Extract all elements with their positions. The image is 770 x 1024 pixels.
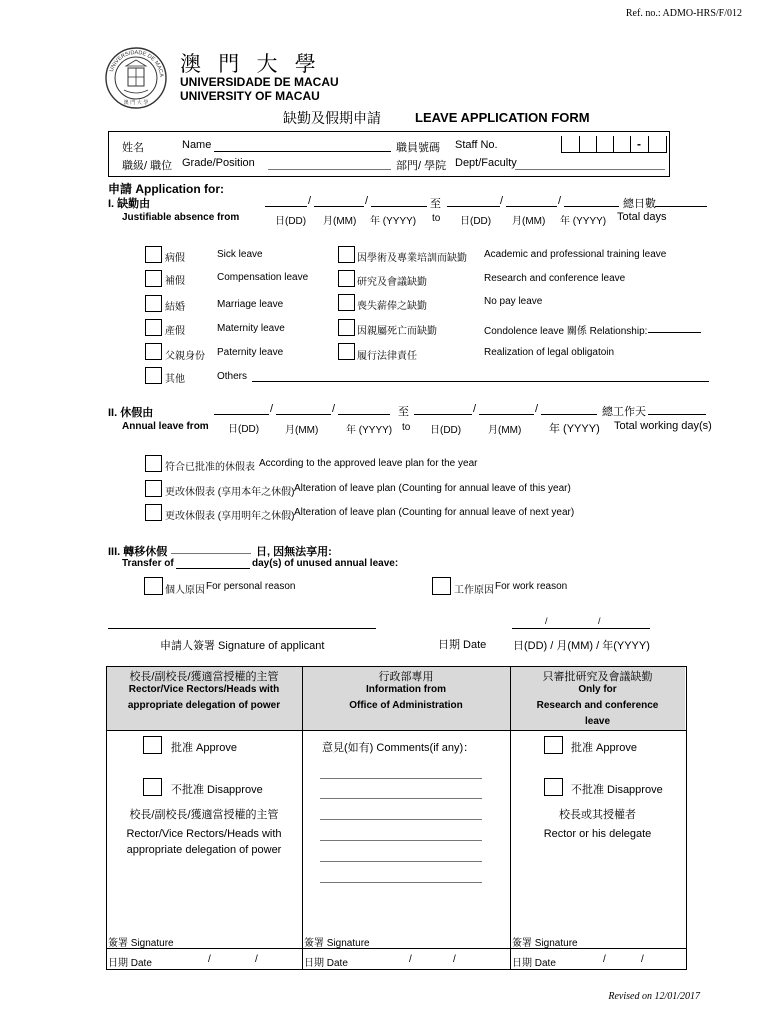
dept-field[interactable] bbox=[515, 169, 665, 170]
name-label-zh: 姓名 bbox=[122, 142, 144, 154]
maternity-leave-en: Maternity leave bbox=[217, 323, 285, 334]
col3-disapprove-label: 不批准 Disapprove bbox=[571, 784, 663, 796]
s2-from-dd-field[interactable] bbox=[214, 414, 269, 415]
col3-signature-label: 簽署 Signature bbox=[512, 938, 578, 949]
compensation-leave-zh: 補假 bbox=[165, 276, 185, 287]
maternity-leave-zh: 產假 bbox=[165, 326, 185, 337]
application-for-heading: 申請 Application for: bbox=[108, 182, 224, 196]
s1-slash-3: / bbox=[500, 195, 504, 207]
academic-training-leave-checkbox[interactable] bbox=[338, 246, 355, 263]
s2-mm2-label: 月(MM) bbox=[488, 425, 522, 436]
col1-header-zh: 校長/副校長/獲適當授權的主管 bbox=[129, 671, 279, 683]
s2-to-zh: 至 bbox=[398, 406, 409, 418]
col1-disapprove-label: 不批准 Disapprove bbox=[171, 784, 263, 796]
grade-label-en: Grade/Position bbox=[182, 157, 255, 169]
applicant-date-format: 日(DD) / 月(MM) / 年(YYYY) bbox=[513, 640, 650, 652]
sick-leave-en: Sick leave bbox=[217, 249, 263, 260]
s2-slash-1: / bbox=[270, 403, 274, 415]
comments-line-4[interactable] bbox=[320, 840, 482, 841]
staff-no-dash: - bbox=[637, 137, 641, 151]
comments-line-6[interactable] bbox=[320, 882, 482, 883]
s2-to-en: to bbox=[402, 422, 411, 433]
applicant-date-field[interactable] bbox=[512, 628, 650, 629]
col1-approve-checkbox[interactable] bbox=[143, 736, 162, 754]
alteration-this-year-zh: 更改休假表 (享用本年之休假) bbox=[165, 487, 295, 498]
s2-to-mm-field[interactable] bbox=[479, 414, 534, 415]
s2-to-yyyy-field[interactable] bbox=[541, 414, 597, 415]
condolence-leave-zh: 因親屬死亡而缺勤 bbox=[357, 326, 437, 337]
s1-mm-label: 月(MM) bbox=[323, 216, 357, 227]
work-reason-zh: 工作原因 bbox=[454, 585, 494, 596]
s2-from-yyyy-field[interactable] bbox=[338, 414, 390, 415]
no-pay-leave-checkbox[interactable] bbox=[338, 294, 355, 311]
s2-dd2-label: 日(DD) bbox=[430, 425, 462, 436]
academic-training-leave-en: Academic and professional training leave bbox=[484, 249, 667, 260]
sick-leave-zh: 病假 bbox=[165, 253, 185, 264]
col1-header-en-2: appropriate delegation of power bbox=[127, 700, 281, 711]
col2-header-en-2: Office of Administration bbox=[349, 700, 463, 711]
s1-to-mm-field[interactable] bbox=[506, 206, 557, 207]
comments-label: 意見(如有) Comments(if any)： bbox=[322, 742, 475, 754]
paternity-leave-checkbox[interactable] bbox=[145, 343, 162, 360]
university-english-name: UNIVERSITY OF MACAU bbox=[180, 89, 320, 103]
comments-line-3[interactable] bbox=[320, 819, 482, 820]
alteration-next-year-en: Alteration of leave plan (Counting for annual leave of next year) bbox=[294, 507, 575, 518]
no-pay-leave-zh: 喪失薪俸之缺勤 bbox=[357, 301, 427, 312]
legal-obligation-leave-zh: 履行法律責任 bbox=[357, 351, 417, 362]
other-leave-field[interactable] bbox=[252, 381, 709, 382]
s2-total-en: Total working day(s) bbox=[614, 420, 712, 432]
col3-date-slash-1: / bbox=[603, 954, 606, 965]
applicant-date-slash-2: / bbox=[598, 616, 601, 626]
applicant-date-slash-1: / bbox=[545, 616, 548, 626]
s2-yyyy2-label: 年 (YYYY) bbox=[549, 423, 600, 435]
section1-heading: I. 缺勤由 bbox=[108, 198, 151, 210]
col3-date-slash-2: / bbox=[641, 954, 644, 965]
staff-no-boxes[interactable] bbox=[561, 136, 667, 153]
col1-disapprove-checkbox[interactable] bbox=[143, 778, 162, 796]
s2-to-dd-field[interactable] bbox=[414, 414, 472, 415]
reference-number: Ref. no.: ADMO-HRS/F/012 bbox=[625, 8, 742, 19]
alteration-next-year-zh: 更改休假表 (享用明年之休假) bbox=[165, 511, 295, 522]
s1-dd-label: 日(DD) bbox=[275, 216, 307, 227]
applicant-date-label: 日期 Date bbox=[438, 639, 487, 651]
s1-from-mm-field[interactable] bbox=[314, 206, 364, 207]
personal-reason-en: For personal reason bbox=[206, 581, 296, 592]
university-chinese-name: 澳 門 大 學 bbox=[180, 52, 322, 76]
col1-header-en-1: Rector/Vice Rectors/Heads with bbox=[128, 684, 280, 695]
other-leave-zh: 其他 bbox=[165, 374, 185, 385]
research-conference-leave-checkbox[interactable] bbox=[338, 270, 355, 287]
approved-plan-en: According to the approved leave plan for the year bbox=[259, 458, 478, 469]
s1-yyyy-label: 年 (YYYY) bbox=[370, 216, 417, 227]
legal-obligation-leave-en: Realization of legal obligatoin bbox=[484, 347, 615, 358]
col3-approve-checkbox[interactable] bbox=[544, 736, 563, 754]
no-pay-leave-en: No pay leave bbox=[484, 296, 543, 307]
transfer-days-field-zh[interactable] bbox=[171, 553, 251, 554]
s1-to-yyyy-field[interactable] bbox=[564, 206, 619, 207]
name-label-en: Name bbox=[182, 139, 212, 151]
dept-label-zh: 部門/ 學院 bbox=[396, 160, 447, 172]
col1-signer-en-1: Rector/Vice Rectors/Heads with bbox=[126, 828, 282, 840]
academic-training-leave-zh: 因學術及專業培訓而缺勤 bbox=[357, 253, 467, 264]
relationship-field[interactable] bbox=[648, 332, 701, 333]
s2-mm-label: 月(MM) bbox=[285, 425, 319, 436]
col2-date-slash-2: / bbox=[453, 954, 456, 965]
col1-date-slash-1: / bbox=[208, 954, 211, 965]
s1-total-en: Total days bbox=[617, 211, 667, 223]
s2-total-zh: 總工作天 bbox=[602, 406, 646, 418]
seal-bottom-text: 澳 門 大 學 bbox=[123, 100, 149, 106]
s2-total-days-field[interactable] bbox=[648, 414, 706, 415]
section2-heading: II. 休假由 bbox=[108, 407, 154, 419]
personal-reason-checkbox[interactable] bbox=[144, 577, 163, 595]
comments-line-5[interactable] bbox=[320, 861, 482, 862]
approved-plan-checkbox[interactable] bbox=[145, 455, 162, 472]
form-title-en: LEAVE APPLICATION FORM bbox=[415, 110, 590, 125]
col2-date-label: 日期 Date bbox=[304, 958, 348, 969]
staff-no-label-zh: 職員號碼 bbox=[396, 142, 440, 154]
col1-date-slash-2: / bbox=[255, 954, 258, 965]
alteration-this-year-checkbox[interactable] bbox=[145, 480, 162, 497]
col1-signer-zh: 校長/副校長/獲適當授權的主管 bbox=[129, 809, 279, 821]
marriage-leave-zh: 結婚 bbox=[165, 302, 185, 313]
name-field[interactable] bbox=[214, 151, 391, 152]
section3-heading-post: 日, 因無法享用: bbox=[256, 546, 332, 558]
section3-sub-post: day(s) of unused annual leave: bbox=[252, 558, 399, 569]
s2-slash-2: / bbox=[332, 403, 336, 415]
s1-from-dd-field[interactable] bbox=[265, 206, 307, 207]
col1-date-label: 日期 Date bbox=[108, 958, 152, 969]
compensation-leave-en: Compensation leave bbox=[217, 272, 309, 283]
other-leave-en: Others bbox=[217, 371, 248, 382]
s1-slash-4: / bbox=[558, 195, 562, 207]
section1-subheading: Justifiable absence from bbox=[122, 212, 240, 223]
s2-slash-3: / bbox=[473, 403, 477, 415]
paternity-leave-en: Paternity leave bbox=[217, 347, 284, 358]
s2-from-mm-field[interactable] bbox=[276, 414, 331, 415]
compensation-leave-checkbox[interactable] bbox=[145, 270, 162, 287]
col3-date-label: 日期 Date bbox=[512, 958, 556, 969]
paternity-leave-zh: 父親身份 bbox=[165, 351, 205, 362]
col3-approve-label: 批准 Approve bbox=[571, 742, 638, 754]
form-title-zh: 缺勤及假期申請 bbox=[283, 110, 381, 126]
col3-header-en-2: Research and conference bbox=[536, 700, 659, 711]
university-portuguese-name: UNIVERSIDADE DE MACAU bbox=[180, 75, 339, 89]
grade-field[interactable] bbox=[268, 169, 391, 170]
maternity-leave-checkbox[interactable] bbox=[145, 319, 162, 336]
grade-label-zh: 職級/ 職位 bbox=[122, 160, 173, 172]
col3-signer-en: Rector or his delegate bbox=[543, 828, 652, 840]
applicant-signature-label: 申請人簽署 Signature of applicant bbox=[160, 640, 325, 652]
col2-header-en-1: Information from bbox=[366, 684, 446, 695]
work-reason-checkbox[interactable] bbox=[432, 577, 451, 595]
s1-slash-2: / bbox=[365, 195, 369, 207]
section2-subheading: Annual leave from bbox=[122, 421, 209, 432]
s1-to-zh: 至 bbox=[430, 198, 441, 210]
work-reason-en: For work reason bbox=[495, 581, 568, 592]
s1-total-zh: 總日數 bbox=[623, 198, 656, 210]
s1-to-en: to bbox=[432, 213, 441, 224]
alteration-this-year-en: Alteration of leave plan (Counting for annual leave of this year) bbox=[294, 483, 571, 494]
personal-reason-zh: 個人原因 bbox=[165, 585, 205, 596]
revised-date: Revised on 12/01/2017 bbox=[608, 991, 700, 1002]
approval-header-divider bbox=[106, 730, 686, 731]
s1-to-dd-field[interactable] bbox=[447, 206, 500, 207]
research-conference-leave-en: Research and conference leave bbox=[484, 273, 626, 284]
col3-header-en-3: leave bbox=[584, 716, 611, 727]
comments-line-2[interactable] bbox=[320, 798, 482, 799]
marriage-leave-checkbox[interactable] bbox=[145, 295, 162, 312]
s1-total-days-field[interactable] bbox=[655, 206, 707, 207]
applicant-signature-field[interactable] bbox=[108, 628, 376, 629]
col2-date-slash-1: / bbox=[409, 954, 412, 965]
col3-disapprove-checkbox[interactable] bbox=[544, 778, 563, 796]
col3-signer-zh: 校長或其授權者 bbox=[559, 809, 636, 821]
staff-no-label-en: Staff No. bbox=[455, 139, 498, 151]
col2-signature-label: 簽署 Signature bbox=[304, 938, 370, 949]
col1-signature-label: 簽署 Signature bbox=[108, 938, 174, 949]
sick-leave-checkbox[interactable] bbox=[145, 246, 162, 263]
dept-label-en: Dept/Faculty bbox=[455, 157, 517, 169]
seal-top-text: UNIVERSIDADE DE MACA bbox=[108, 49, 165, 78]
svg-text:UNIVERSIDADE DE MACAU bbox=[104, 46, 164, 78]
comments-line-1[interactable] bbox=[320, 778, 482, 779]
s2-yyyy-label: 年 (YYYY) bbox=[346, 425, 393, 436]
condolence-leave-checkbox[interactable] bbox=[338, 319, 355, 336]
approval-col-divider-1 bbox=[302, 666, 303, 969]
s1-slash-1: / bbox=[308, 195, 312, 207]
col1-signer-en-2: appropriate delegation of power bbox=[126, 844, 282, 856]
approval-signature-divider bbox=[106, 948, 686, 949]
legal-obligation-leave-checkbox[interactable] bbox=[338, 343, 355, 360]
condolence-leave-en: Condolence leave 關係 Relationship: bbox=[484, 326, 648, 337]
transfer-days-field[interactable] bbox=[176, 568, 250, 569]
col2-header-zh: 行政部專用 bbox=[378, 671, 434, 683]
s1-mm2-label: 月(MM) bbox=[512, 216, 546, 227]
col3-header-zh: 只審批研究及會議缺勤 bbox=[542, 671, 653, 683]
s1-from-yyyy-field[interactable] bbox=[371, 206, 427, 207]
alteration-next-year-checkbox[interactable] bbox=[145, 504, 162, 521]
university-seal-icon bbox=[104, 46, 168, 110]
section3-sub-pre: Transfer of bbox=[122, 558, 174, 569]
other-leave-checkbox[interactable] bbox=[145, 367, 162, 384]
s1-yyyy2-label: 年 (YYYY) bbox=[560, 216, 607, 227]
research-conference-leave-zh: 研究及會議缺勤 bbox=[357, 277, 427, 288]
marriage-leave-en: Marriage leave bbox=[217, 299, 284, 310]
col1-approve-label: 批准 Approve bbox=[171, 742, 238, 754]
s2-slash-4: / bbox=[535, 403, 539, 415]
section3-heading-pre: III. 轉移休假 bbox=[108, 546, 168, 558]
s1-dd2-label: 日(DD) bbox=[460, 216, 492, 227]
approved-plan-zh: 符合已批准的休假表 bbox=[165, 462, 255, 473]
s2-dd-label: 日(DD) bbox=[228, 424, 260, 435]
col3-header-en-1: Only for bbox=[578, 684, 617, 695]
